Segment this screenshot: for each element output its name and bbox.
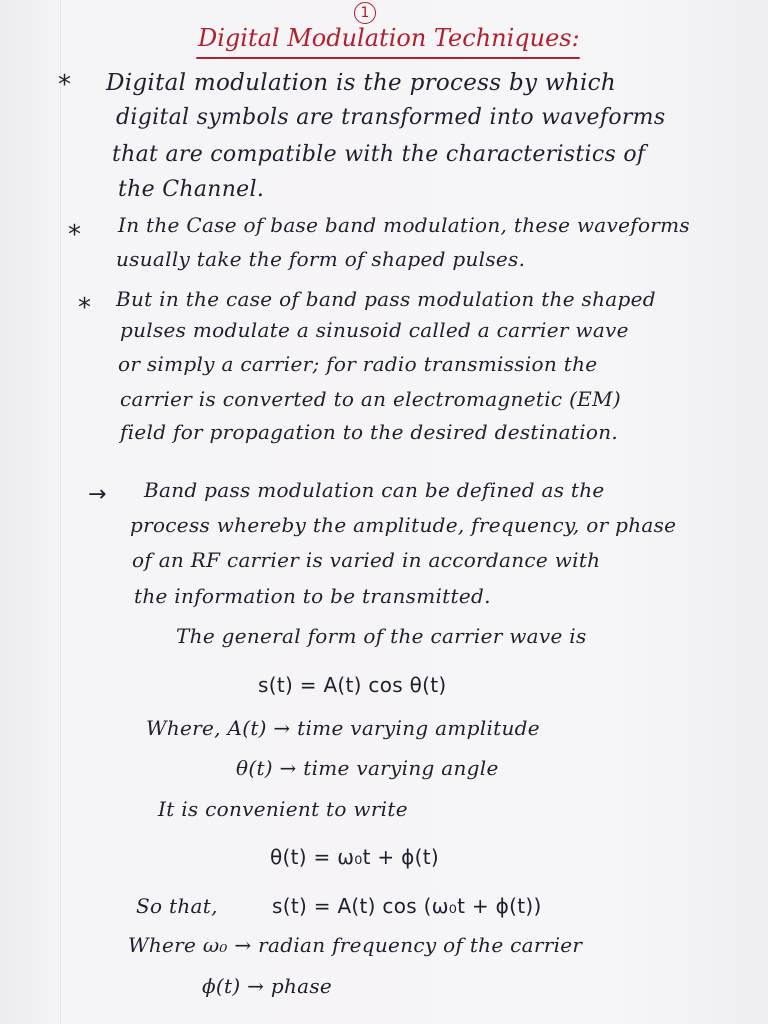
para1-line-4: the Channel. (118, 177, 265, 202)
title-underline (196, 57, 580, 59)
where-omega: Where ω₀ → radian frequency of the carrier (128, 933, 583, 957)
para1-line-3: that are compatible with the characteristics of (112, 142, 646, 167)
where-phase: ϕ(t) → phase (202, 974, 333, 998)
para1-line-2: digital symbols are transformed into waveforms (116, 105, 666, 130)
para3-line-1: But in the case of band pass modulation the shaped (116, 287, 656, 311)
para2-line-2: usually take the form of shaped pulses. (116, 247, 526, 271)
para3-line-2: pulses modulate a sinusoid called a carrier wave (120, 318, 629, 342)
equation-carrier: s(t) = A(t) cos θ(t) (258, 673, 447, 697)
para4-line-2: process whereby the amplitude, frequency, or phase (130, 513, 677, 537)
page-number: 1 (354, 2, 376, 24)
para3-line-3: or simply a carrier; for radio transmission the (118, 352, 598, 376)
para3-line-5: field for propagation to the desired destination. (120, 420, 619, 444)
para4-line-4: the information to be transmitted. (134, 584, 491, 608)
para1-line-1: Digital modulation is the process by which (106, 70, 616, 96)
para3-line-4: carrier is converted to an electromagnetic (EM) (120, 387, 621, 411)
page-title: Digital Modulation Techniques: (198, 24, 580, 52)
bullet-1: * (58, 70, 71, 100)
where-amplitude: Where, A(t) → time varying amplitude (146, 716, 540, 740)
bullet-3: * (78, 293, 91, 323)
equation-final: s(t) = A(t) cos (ω₀t + ϕ(t)) (272, 894, 542, 918)
where-angle: θ(t) → time varying angle (236, 756, 499, 780)
bullet-2: * (68, 220, 81, 250)
para4-line-3: of an RF carrier is varied in accordance with (132, 548, 601, 572)
para2-line-1: In the Case of base band modulation, these waveforms (118, 213, 690, 237)
margin-line (60, 0, 61, 1024)
sothat-label: So that, (136, 894, 218, 918)
general-intro: The general form of the carrier wave is (176, 624, 587, 648)
equation-theta: θ(t) = ω₀t + ϕ(t) (270, 845, 439, 869)
arrow-bullet: → (88, 482, 107, 507)
convenient-text: It is convenient to write (158, 797, 408, 821)
para4-line-1: Band pass modulation can be defined as the (144, 478, 605, 502)
